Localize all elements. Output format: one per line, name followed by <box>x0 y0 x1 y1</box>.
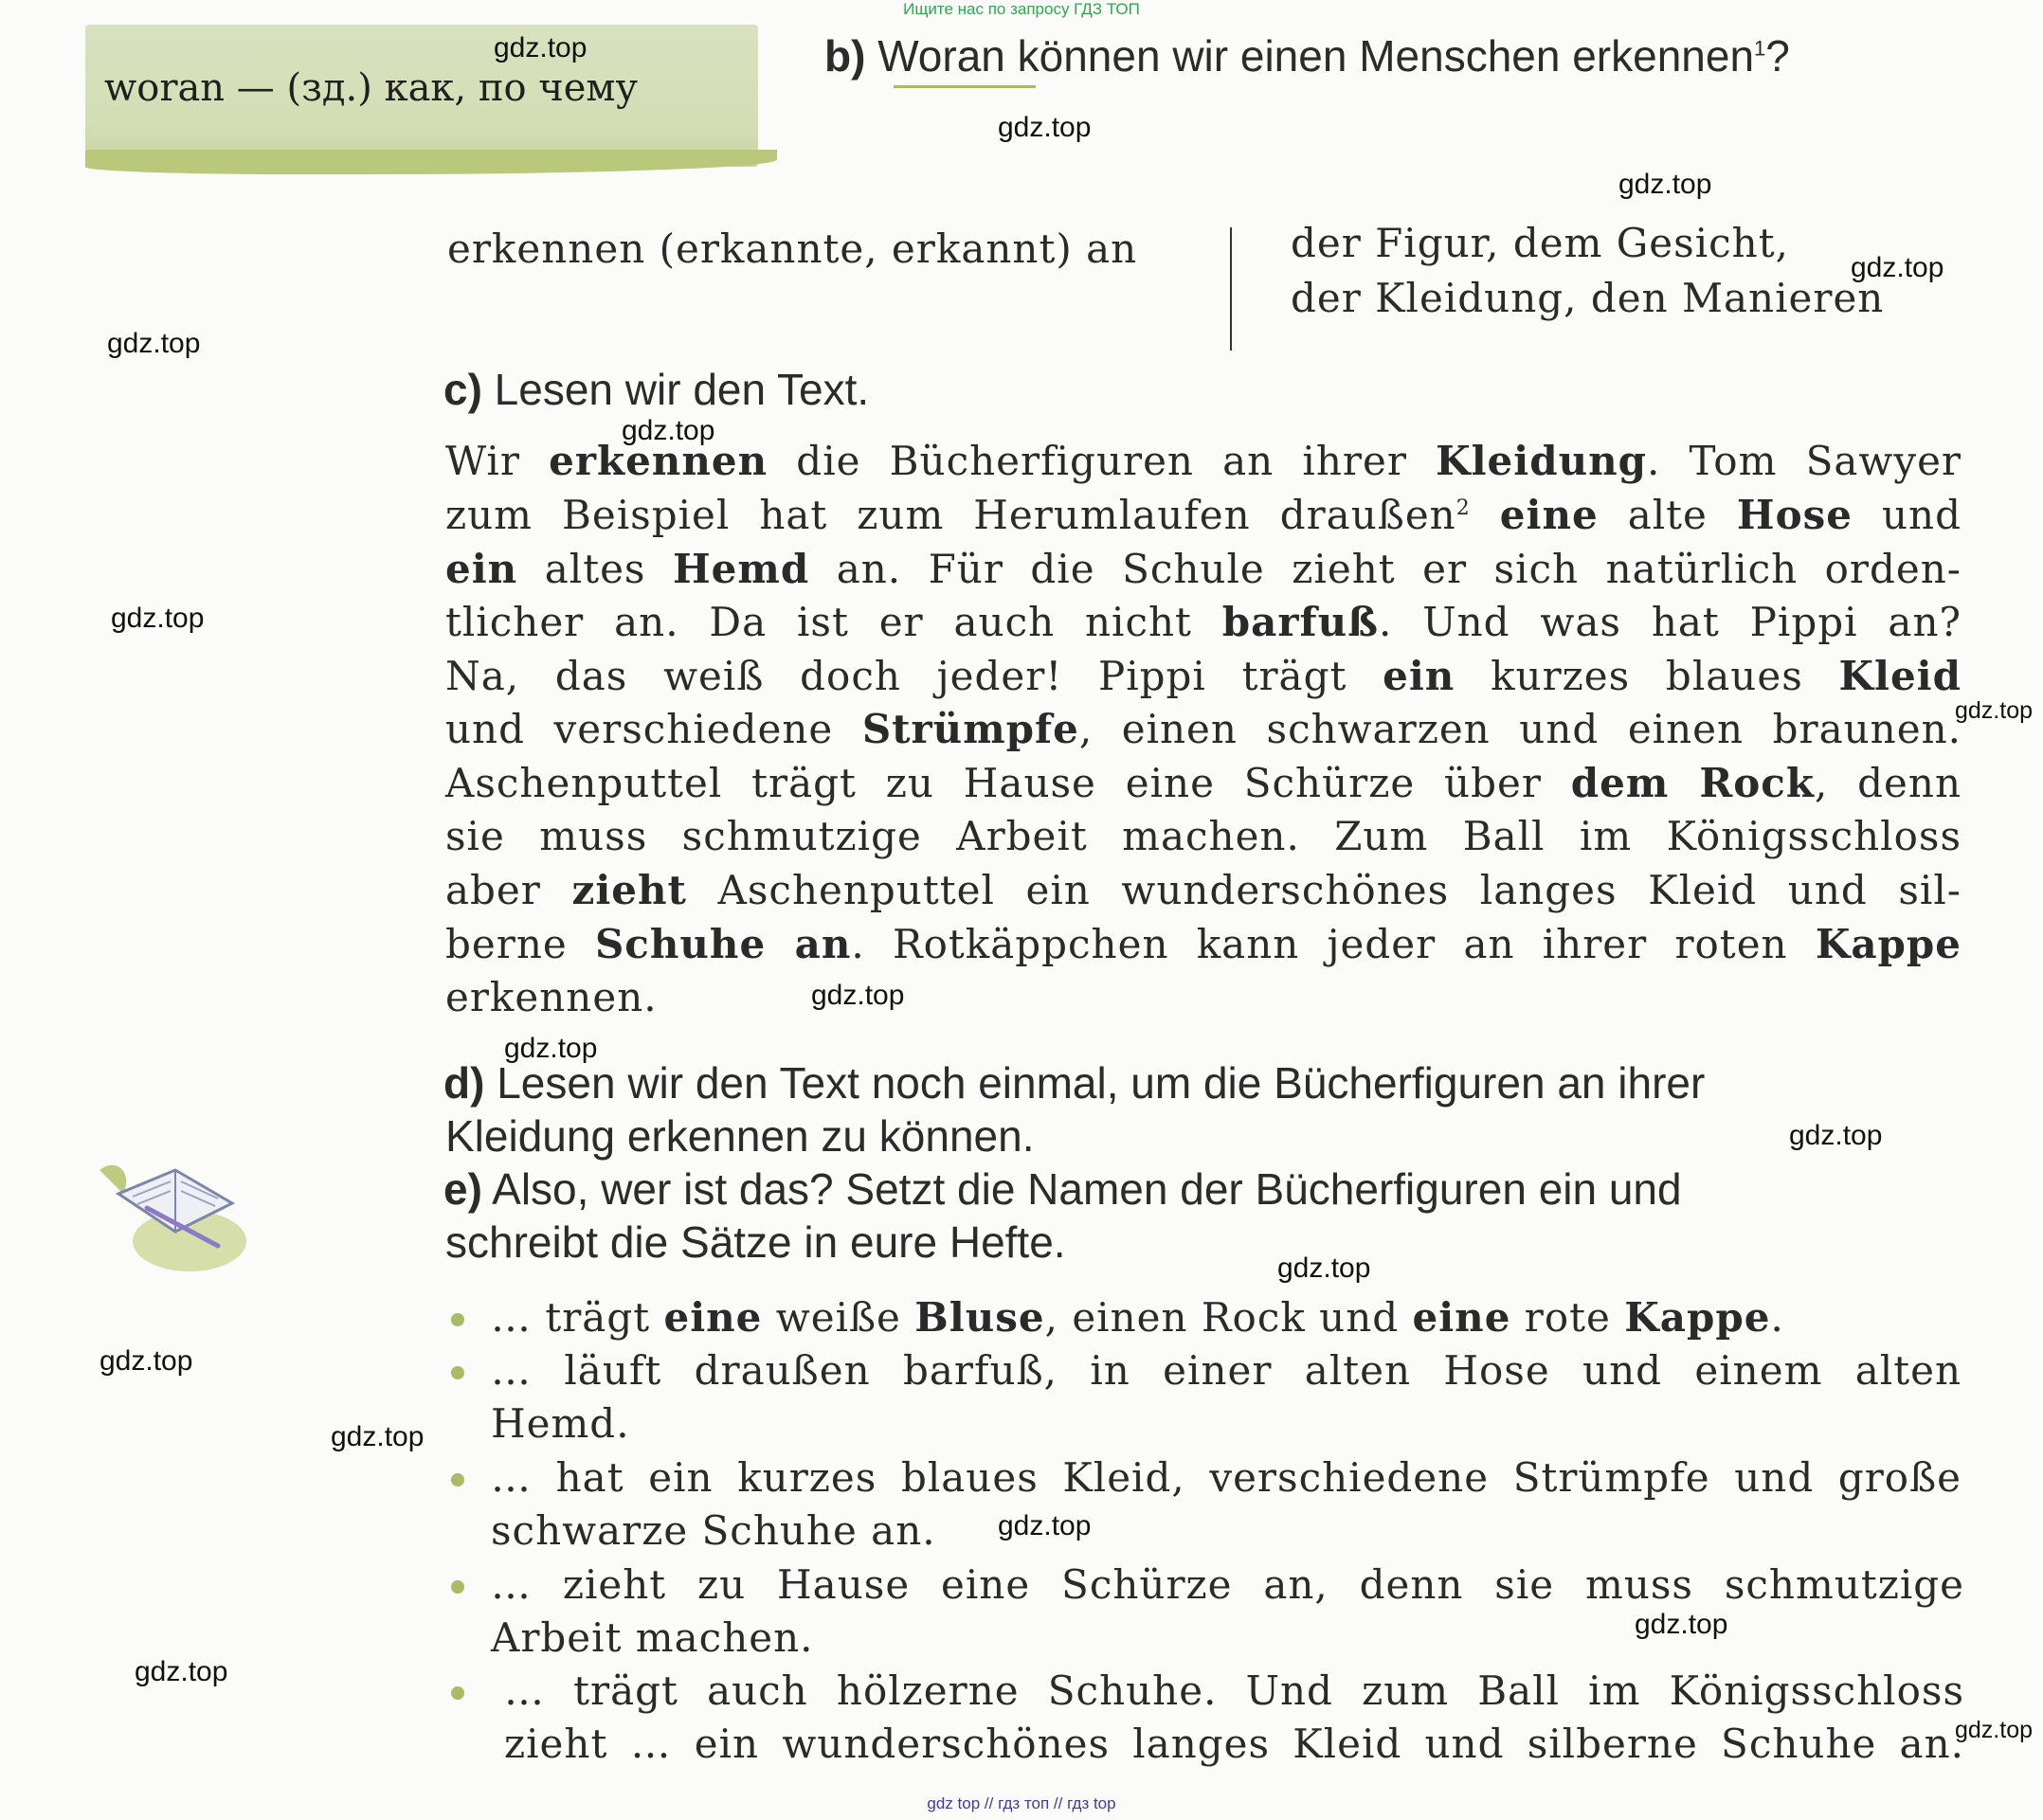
section-b-end: ? <box>1765 31 1790 81</box>
section-c-heading <box>443 364 869 415</box>
watermark: gdz.top <box>1955 697 2034 724</box>
section-d-label: d) <box>443 1058 485 1108</box>
section-e-text-1: Also, wer ist das? Setzt die Namen der Bücherfiguren ein und <box>481 1164 1682 1214</box>
section-b-woran: Woran <box>877 31 1005 81</box>
watermark: gdz.top <box>135 1656 228 1687</box>
watermark: gdz.top <box>622 415 715 446</box>
exercise-5-line-1: … trägt auch hölzerne Schuhe. Und zum Ball im Königsschloss <box>504 1667 1964 1714</box>
bullet-5 <box>451 1686 464 1700</box>
reading-line-3: ein altes Hemd an. Für die Schule zieht er sich natürlich orden- <box>445 546 1962 592</box>
watermark: gdz.top <box>331 1421 425 1452</box>
section-e-line-1 <box>443 1163 1682 1215</box>
exercise-4-line-2: Arbeit machen. <box>491 1614 814 1661</box>
watermark: gdz.top <box>111 603 205 634</box>
exercise-2-line-2: Hemd. <box>491 1400 630 1447</box>
bottom-banner[interactable]: gdz top // гдз топ // гдз top <box>927 1794 1116 1812</box>
reading-line-8: sie muss schmutzige Arbeit machen. Zum Ball im Königsschloss <box>445 813 1962 859</box>
phrase-left: erkennen (erkannte, erkannt) an <box>447 225 1138 272</box>
bullet-4 <box>451 1580 464 1594</box>
section-e-line-2: schreibt die Sätze in eure Hefte. <box>445 1217 1066 1267</box>
exercise-3-line-1: … hat ein kurzes blaues Kleid, verschiedene Strümpfe und große <box>491 1454 1962 1501</box>
bullet-2 <box>451 1366 464 1379</box>
reading-line-9: aber zieht Aschenputtel ein wunderschönes langes Kleid und sil- <box>445 867 1962 913</box>
reading-line-4: tlicher an. Da ist er auch nicht barfuß. Und was hat Pippi an? <box>445 599 1962 645</box>
reading-line-7: Aschenputtel trägt zu Hause eine Schürze über dem Rock, denn <box>445 760 1962 806</box>
section-c-label: c) <box>443 365 482 414</box>
exercise-3-line-2: schwarze Schuhe an. <box>491 1507 936 1554</box>
watermark: gdz.top <box>1851 252 1944 283</box>
watermark: gdz.top <box>1789 1120 1883 1151</box>
phrase-divider <box>1230 227 1232 351</box>
woran-underline <box>894 85 1036 88</box>
watermark: gdz.top <box>99 1345 193 1377</box>
section-b-question: können wir einen Menschen erkennen <box>1004 31 1755 81</box>
section-b-heading <box>824 30 1790 81</box>
watermark: gdz.top <box>504 1033 598 1064</box>
open-book-icon <box>90 1151 251 1274</box>
phrase-right-2: der Kleidung, den Manieren <box>1291 275 1885 321</box>
reading-line-1: Wir erkennen die Bücherfiguren an ihrer Kleidung. Tom Sawyer <box>445 438 1962 484</box>
exercise-5-line-2: zieht … ein wunderschönes langes Kleid und silberne Schuhe an. <box>504 1721 1964 1767</box>
watermark: gdz.top <box>1955 1717 2034 1743</box>
bullet-1 <box>451 1313 464 1326</box>
section-c-text: Lesen wir den Text. <box>481 365 870 414</box>
section-d-line-2: Kleidung erkennen zu können. <box>445 1111 1035 1161</box>
section-d-line-1 <box>443 1057 1705 1108</box>
watermark: gdz.top <box>107 328 201 359</box>
watermark: gdz.top <box>1618 169 1712 200</box>
reading-line-5: Na, das weiß doch jeder! Pippi trägt ein kurzes blaues Kleid <box>445 653 1962 699</box>
exercise-1: … trägt eine weiße Bluse, einen Rock und eine rote Kappe. <box>491 1294 1784 1341</box>
reading-line-2: zum Beispiel hat zum Herumlaufen draußen$^2$ eine alte Hose und <box>445 492 1962 538</box>
vocab-text: woran — (зд.) как, по чему <box>104 66 639 110</box>
top-banner[interactable]: Ищите нас по запросу ГДЗ ТОП <box>903 0 1140 18</box>
watermark: gdz.top <box>998 1510 1092 1541</box>
watermark: gdz.top <box>1635 1609 1728 1640</box>
reading-line-10: berne Schuhe an. Rotkäppchen kann jeder an ihrer roten Kappe <box>445 921 1962 967</box>
section-b-label: b) <box>824 31 866 81</box>
reading-line-11: erkennen. <box>445 974 658 1020</box>
exercise-2-line-1: … läuft draußen barfuß, in einer alten Hose und einem alten <box>491 1347 1962 1394</box>
watermark: gdz.top <box>1277 1252 1371 1284</box>
watermark: gdz.top <box>494 32 588 63</box>
watermark: gdz.top <box>811 980 905 1011</box>
phrase-right-1: der Figur, dem Gesicht, <box>1291 220 1789 266</box>
section-e-label: e) <box>443 1164 482 1214</box>
watermark: gdz.top <box>998 112 1092 143</box>
footnote-1: 1 <box>1754 36 1766 61</box>
exercise-4-line-1: … zieht zu Hause eine Schürze an, denn sie muss schmutzige <box>491 1561 1964 1608</box>
section-d-text-1: Lesen wir den Text noch einmal, um die Bücherfiguren an ihrer <box>484 1058 1706 1108</box>
reading-line-6: und verschiedene Strümpfe, einen schwarzen und einen braunen. <box>445 706 1962 752</box>
bullet-3 <box>451 1473 464 1487</box>
